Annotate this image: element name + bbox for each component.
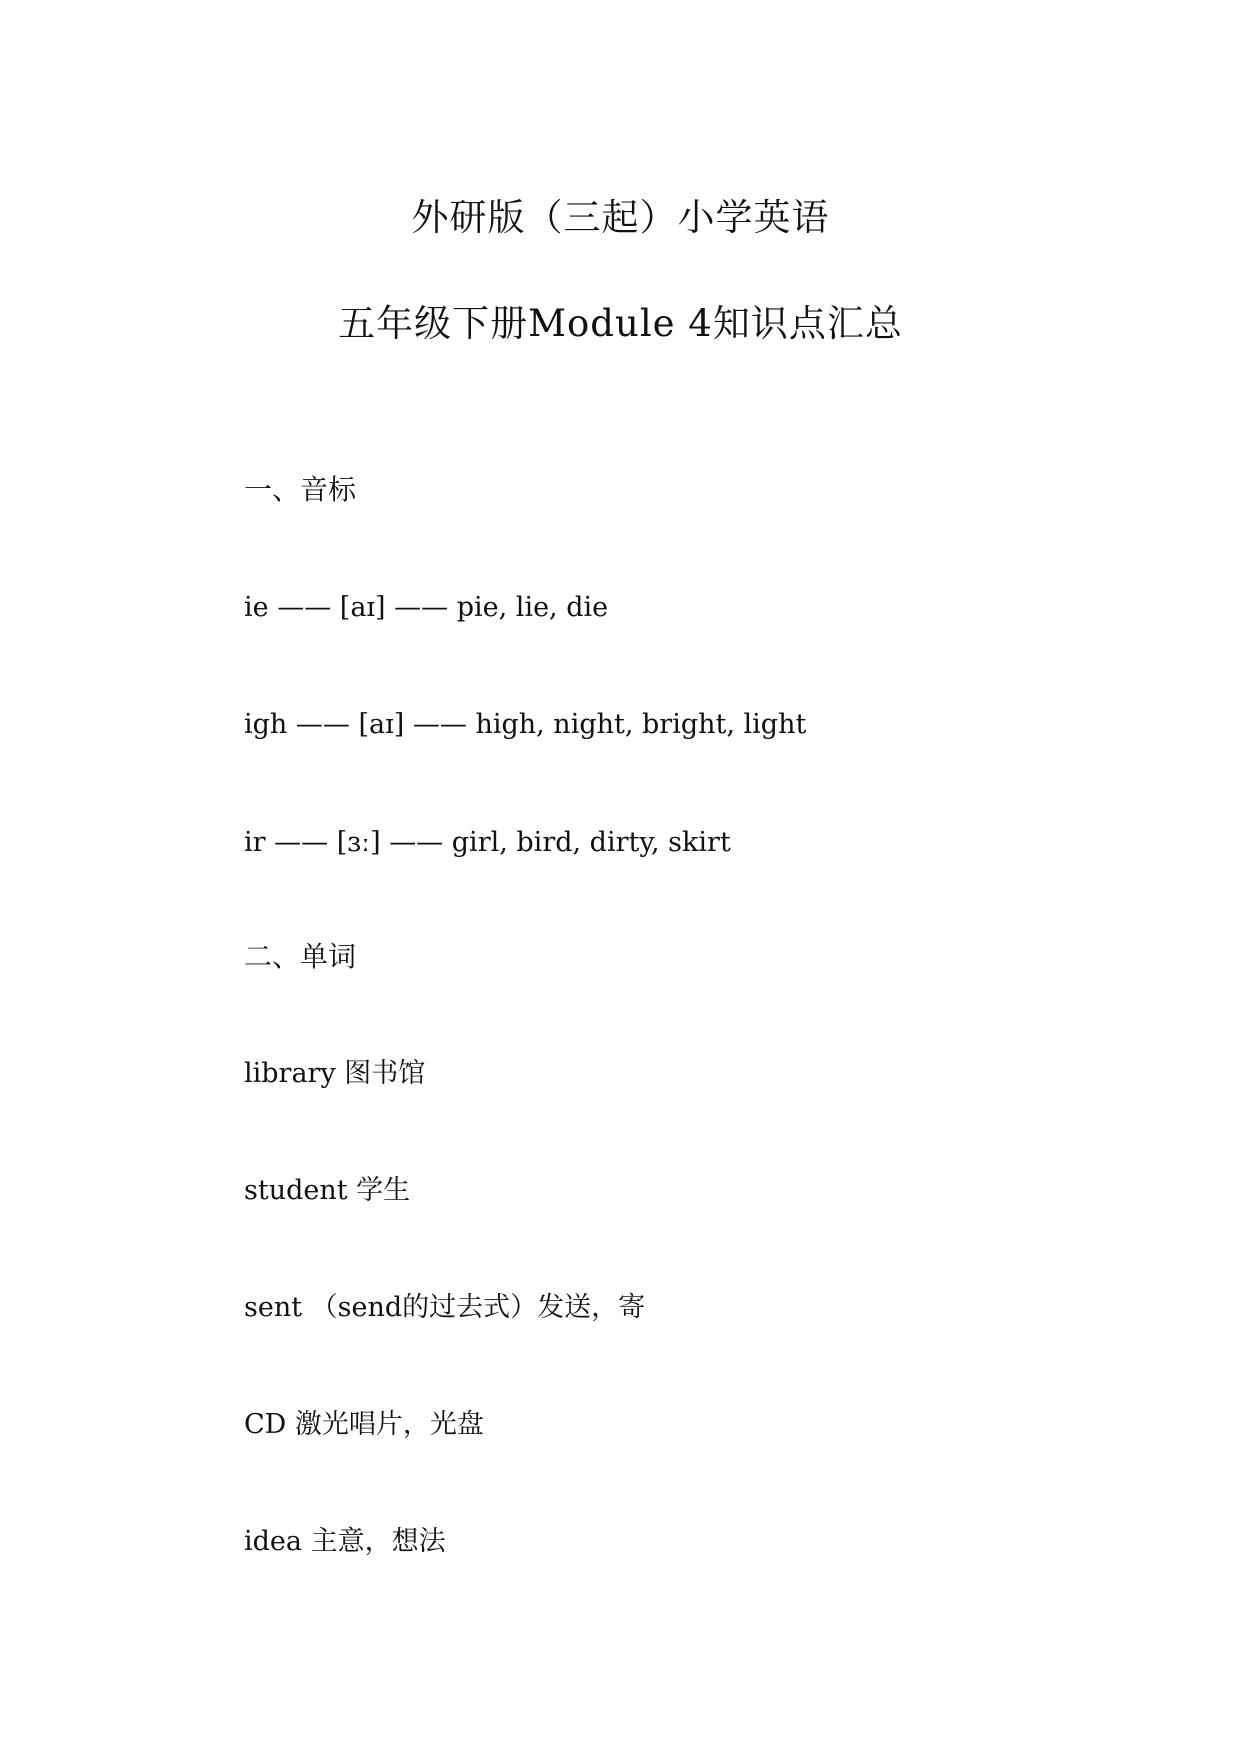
section-heading-words: 二、单词 [244,940,357,973]
document-title-line-2: 五年级下册Module 4知识点汇总 [338,302,903,345]
phonetic-line-igh: igh —— [aɪ] —— high, night, bright, light [244,709,807,740]
word-line-sent: sent （send的过去式）发送，寄 [244,1292,646,1323]
document-title-line-1: 外研版（三起）小学英语 [411,196,830,239]
phonetic-line-ir: ir —— [ɜː] —— girl, bird, dirty, skirt [244,827,731,858]
word-line-cd: CD 激光唱片，光盘 [244,1409,484,1440]
phonetic-line-ie: ie —— [aɪ] —— pie, lie, die [244,592,609,623]
word-line-library: library 图书馆 [244,1058,426,1089]
section-heading-phonetics: 一、音标 [244,473,357,506]
word-line-idea: idea 主意，想法 [244,1526,446,1557]
word-line-student: student 学生 [244,1175,411,1206]
